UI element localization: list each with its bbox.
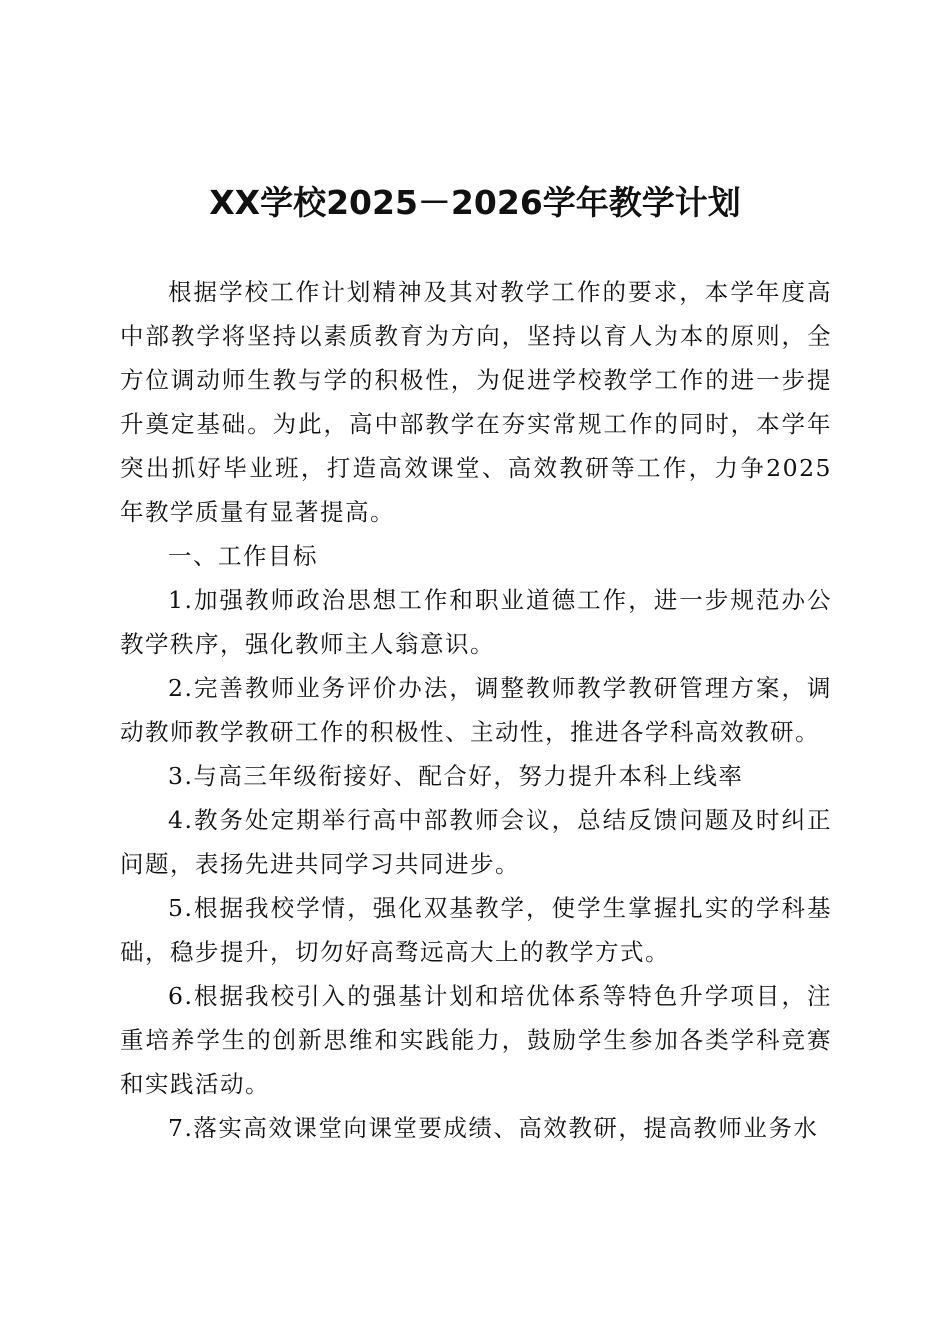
goal-item-3: 3.与高三年级衔接好、配合好，努力提升本科上线率 — [168, 762, 744, 790]
document-title: XX学校2025－2026学年教学计划 — [209, 183, 741, 222]
goal-item-4: 4.教务处定期举行高中部教师会议，总结反馈问题及时纠正问题，表扬先进共同学习共同进步。 — [120, 806, 832, 878]
goal-item-1: 1.加强教师政治思想工作和职业道德工作，进一步规范办公教学秩序，强化教师主人翁意识。 — [120, 586, 832, 658]
intro-paragraph: 根据学校工作计划精神及其对教学工作的要求，本学年度高中部教学将坚持以素质教育为方向，坚持以育人为本的原则，全方位调动师生教与学的积极性，为促进学校教学工作的进一步提升奠定基础。为此，高中部教学在夯实常规工作的同时，本学年突出抓好毕业班，打造高效课堂、高效教研等工作，力争2025年教学质量有显著提高。 — [120, 278, 832, 526]
section-heading: 一、工作目标 — [168, 542, 318, 570]
goal-item-7: 7.落实高效课堂向课堂要成绩、高效教研，提高教师业务水 — [168, 1114, 819, 1142]
document-body — [120, 270, 832, 1150]
goal-item-2: 2.完善教师业务评价办法，调整教师教学教研管理方案，调动教师教学教研工作的积极性、主动性，推进各学科高效教研。 — [120, 674, 832, 746]
goal-item-6: 6.根据我校引入的强基计划和培优体系等特色升学项目，注重培养学生的创新思维和实践能力，鼓励学生参加各类学科竞赛和实践活动。 — [120, 982, 832, 1098]
goal-item-5: 5.根据我校学情，强化双基教学，使学生掌握扎实的学科基础，稳步提升，切勿好高骛远高大上的教学方式。 — [120, 894, 832, 966]
